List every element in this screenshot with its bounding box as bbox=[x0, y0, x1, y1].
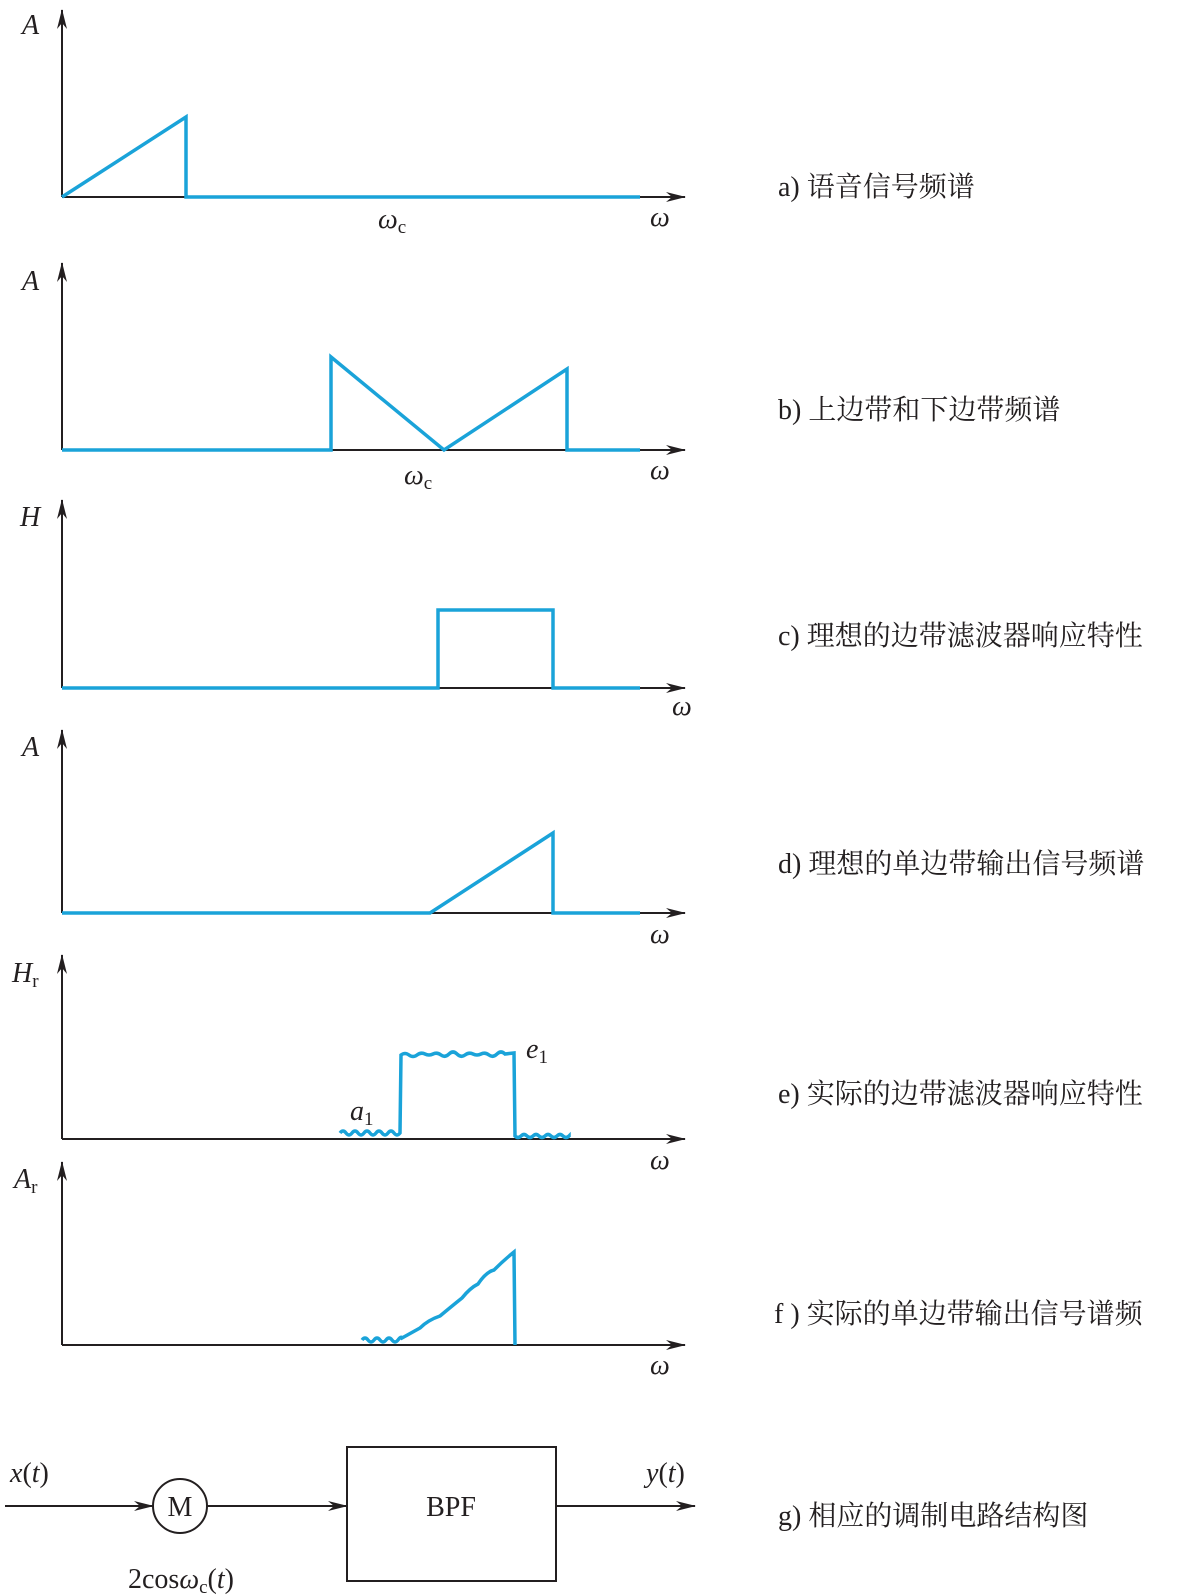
output-label: y(t) bbox=[646, 1458, 685, 1489]
bpf-label: BPF bbox=[426, 1492, 476, 1523]
panel-c-xlabel: ω bbox=[672, 691, 692, 722]
panel-c bbox=[19, 500, 1143, 722]
panel-b-ylabel: A bbox=[22, 266, 40, 297]
panel-a-xlabel: ω bbox=[650, 202, 670, 233]
panel-f-xlabel: ω bbox=[650, 1350, 670, 1381]
panel-d-ssb-curve bbox=[62, 833, 640, 913]
panel-e-point-a1: a1 bbox=[350, 1096, 374, 1130]
panel-c-ylabel: H bbox=[20, 502, 41, 533]
panel-c-filter-curve bbox=[62, 610, 640, 688]
panel-d-ylabel: A bbox=[22, 732, 40, 763]
panel-b-caption: b) 上边带和下边带频谱 bbox=[778, 395, 1061, 426]
panel-f bbox=[12, 1162, 1144, 1381]
panel-c-caption: c) 理想的边带滤波器响应特性 bbox=[778, 621, 1143, 652]
panel-a bbox=[20, 10, 975, 238]
panel-g-caption: g) 相应的调制电路结构图 bbox=[778, 1501, 1089, 1532]
panel-d bbox=[20, 730, 1144, 950]
panel-b-marker: ωc bbox=[404, 460, 433, 494]
panel-d-xlabel: ω bbox=[650, 919, 670, 950]
panel-f-caption: f ) 实际的单边带输出信号谱频 bbox=[774, 1299, 1143, 1330]
panel-a-marker: ωc bbox=[378, 204, 407, 238]
panel-e-point-e1: e1 bbox=[526, 1034, 548, 1068]
panel-a-spectrum-curve bbox=[62, 117, 640, 197]
panel-e-caption: e) 实际的边带滤波器响应特性 bbox=[778, 1079, 1143, 1110]
panel-a-caption: a) 语音信号频谱 bbox=[778, 172, 975, 203]
panel-d-caption: d) 理想的单边带输出信号频谱 bbox=[778, 849, 1145, 880]
panel-a-ylabel: A bbox=[22, 10, 40, 41]
panel-e bbox=[11, 955, 1143, 1176]
carrier-label: 2cosωc(t) bbox=[128, 1564, 234, 1595]
panel-f-real-ssb-curve bbox=[362, 1252, 515, 1345]
input-label: x(t) bbox=[10, 1458, 49, 1489]
panel-b-xlabel: ω bbox=[650, 455, 670, 486]
panel-e-ylabel: Hr bbox=[12, 958, 39, 992]
panel-e-xlabel: ω bbox=[650, 1145, 670, 1176]
panel-b bbox=[20, 263, 1060, 494]
panel-b-sideband-curve bbox=[62, 357, 640, 450]
mixer-label: M bbox=[167, 1492, 193, 1523]
panel-g-circuit bbox=[5, 1447, 1088, 1595]
panel-f-ylabel: Ar bbox=[14, 1164, 38, 1198]
